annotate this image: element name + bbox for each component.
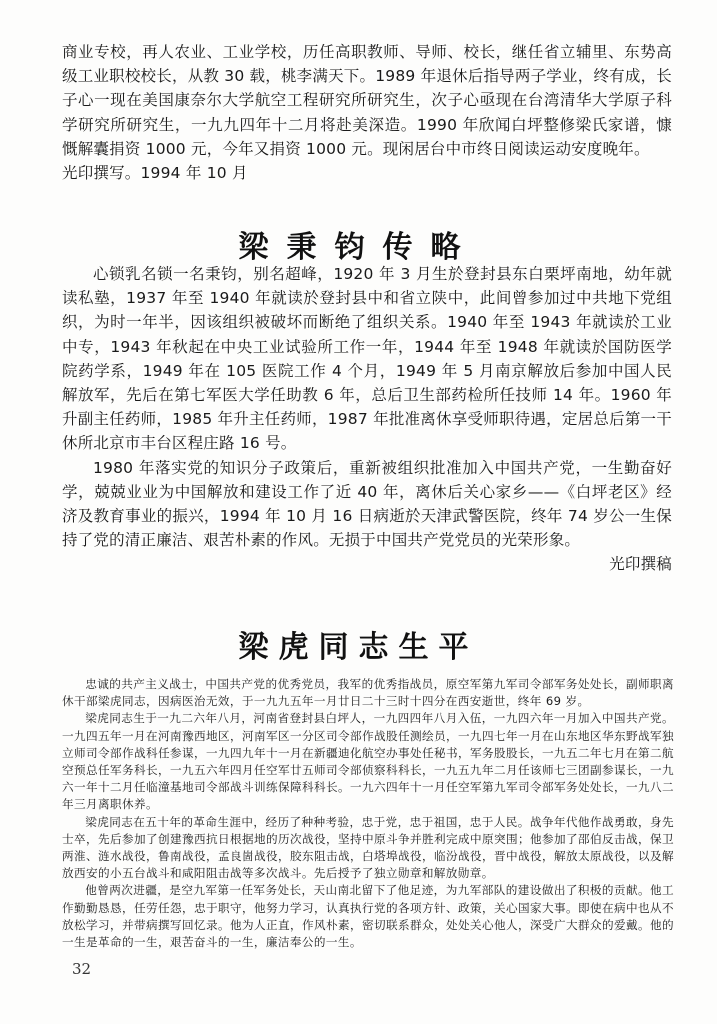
body-paragraph: 梁虎同志在五十年的革命生涯中，经历了种种考验，忠于党，忠于祖国，忠于人民。战争年代他作战勇敢，身先士卒，先后参加了创建豫西抗日根据地的历次战役，坚持中原斗争并胜利完成中原突围；他参加了邵伯反击战，保卫两淮、涟水战役，鲁南战役，孟良崮战役，胶东阻击战，白塔埠战役，临汾战役，晋中战役，解放太原战役，以及解放西安的小五台战斗和咸阳阻击战等多次战斗。先后授予了独立勋章和解放勋章。 bbox=[62, 814, 674, 881]
body-paragraph: 忠诚的共产主义战士，中国共产党的优秀党员，我军的优秀指战员，原空军第九军司令部军务处处长，副师职离休干部梁虎同志，因病医治无效，于一九九五年一月廿日二十三时十四分在西安逝世，终年 69 岁。 bbox=[62, 677, 674, 709]
article-body bbox=[62, 262, 672, 577]
author-signoff: 光印撰稿 bbox=[609, 555, 672, 574]
page-number: 32 bbox=[72, 960, 92, 978]
article-title: 梁虎同志生平 bbox=[238, 630, 479, 665]
author-signoff: 光印撰写。1994 年 10 月 bbox=[62, 164, 248, 183]
article-title: 梁秉钧传略 bbox=[238, 230, 479, 265]
body-paragraph: 1980 年落实党的知识分子政策后，重新被组织批准加入中国共产党，一生勤奋好学，兢兢业业为中国解放和建设工作了近 40 年，离休后关心家乡——《白坪老区》经济及教育事业的振兴，1994 年 10 月 16 日病逝於天津武警医院，终年 74 岁公一生保持了党的清正廉洁、艰苦朴素的作风。无损于中国共产党党员的光荣形象。 bbox=[62, 458, 672, 550]
body-paragraph: 商业专校，再人农业、工业学校，历任高职教师、导师、校长，继任省立辅里、东势高级工业职校校长，从教 30 载，桃李满天下。1989 年退休后指导两子学业，终有成，长子心一现在美国康奈尔大学航空工程研究所研究生，次子心亟现在台湾清华大学原子科学研究所研究生，一九九四年十二月将赴美深造。1990 年欣闻白坪整修梁氏家谱，慷慨解囊捐资 1000 元，今年又捐资 1000 元。现闲居台中市终日阅读运动安度晚年。 bbox=[62, 43, 672, 158]
body-paragraph: 他曾两次进疆，是空九军第一任军务处长，天山南北留下了他足迹，为九军部队的建设做出了积极的贡献。他工作勤勤恳恳，任劳任怨，忠于职守，他努力学习，认真执行党的各项方针、政策，关心国家大事。即使在病中也从不放松学习，并带病撰写回忆录。他为人正直，作风朴素，密切联系群众，处处关心他人，深受广大群众的爱戴。他的一生是革命的一生，艰苦奋斗的一生，廉洁奉公的一生。 bbox=[62, 883, 674, 950]
article-body bbox=[62, 676, 674, 951]
body-paragraph: 心锁乳名锁一名秉钧，别名超峰，1920 年 3 月生於登封县东白栗坪南地，幼年就读私塾，1937 年至 1940 年就读於登封县中和省立陕中，此间曾参加过中共地下党组织，为时一年半，因该组织被破坏而断绝了组织关系。1940 年至 1943 年就读於工业中专，1943 年秋起在中央工业试验所工作一年，1944 年至 1948 年就读於国防医学院药学系，1949 年在 105 医院工作 4 个月，1949 年 5 月南京解放后参加中国人民解放军，先后在第七军医大学任助教 6 年，总后卫生部药检所任技师 14 年。1960 年升副主任药师，1985 年升主任药师，1987 年批准离休享受师职待遇，定居总后第一干休所北京市丰台区程庄路 16 号。 bbox=[62, 265, 672, 453]
body-paragraph: 梁虎同志生于一九二六年八月，河南省登封县白坪人，一九四四年八月入伍，一九四六年一月加入中国共产党。一九四五年一月在河南豫西地区，河南军区一分区司令部作战股任测绘员，一九四七年一月在山东地区华东野战军独立师司令部作战科任参谋，一九四九年十一月在新疆迪化航空办事处任秘书，军务股股长，一九五二年七月在第二航空预总任军务科长，一九五六年四月任空军廿五师司令部侦察科科长，一九五九年二月任该师七三团副参谋长，一九六一年十二月任临潼基地司令部战斗训练保障科科长。一九六四年十一月任空军第九军司令部军务处处长，一九八二年三月离职休养。 bbox=[62, 711, 674, 812]
previous-article-continuation bbox=[62, 40, 672, 185]
